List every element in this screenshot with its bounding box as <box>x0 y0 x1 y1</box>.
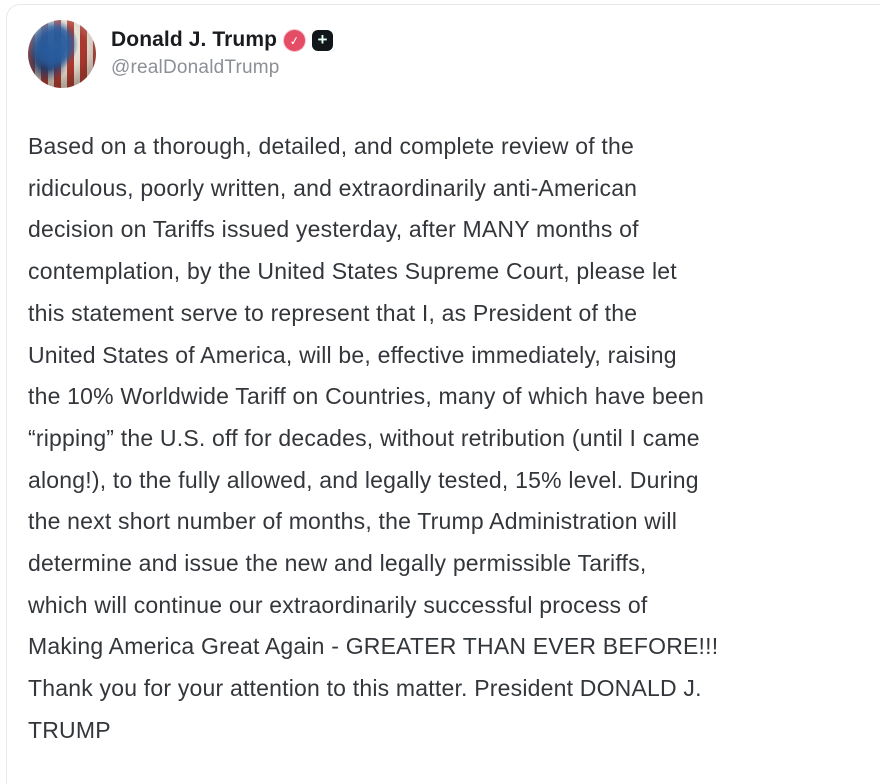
check-icon: ✓ <box>288 32 301 48</box>
post-body <box>28 126 873 752</box>
post-text-line: “ripping” the U.S. off for decades, without retribution (until I came <box>28 424 700 451</box>
post-text-line: Making America Great Again - GREATER THAN EVER BEFORE!!! <box>28 633 719 660</box>
post-text-line: determine and issue the new and legally permissible Tariffs, <box>28 550 647 577</box>
post-text-line: TRUMP <box>28 716 111 743</box>
plus-badge-icon <box>312 30 333 51</box>
post-text-line: Based on a thorough, detailed, and complete review of the <box>28 133 634 159</box>
plus-icon: + <box>317 30 328 49</box>
post-text-line: ridiculous, poorly written, and extraordinarily anti-American <box>28 174 638 201</box>
author-handle[interactable]: @realDonaldTrump <box>111 57 280 78</box>
post-text-line: the next short number of months, the Trump Administration will <box>28 508 678 535</box>
avatar[interactable] <box>28 20 96 88</box>
post-text-line: decision on Tariffs issued yesterday, after MANY months of <box>28 216 639 243</box>
post-text-line: Thank you for your attention to this matter. President DONALD J. <box>28 675 702 702</box>
post-text-line: which will continue our extraordinarily successful process of <box>28 591 648 618</box>
post-text-line: along!), to the fully allowed, and legally tested, 15% level. During <box>28 466 699 493</box>
verified-badge-icon <box>283 28 307 52</box>
post-text-line: this statement serve to represent that I, as President of the <box>28 299 638 326</box>
post-text-line: contemplation, by the United States Supreme Court, please let <box>28 258 677 285</box>
author-name-row <box>111 28 333 52</box>
post-header <box>28 20 333 88</box>
post-card <box>6 4 880 784</box>
author-display-name[interactable]: Donald J. Trump <box>111 28 278 51</box>
post-text-line: the 10% Worldwide Tariff on Countries, many of which have been <box>28 383 704 410</box>
author-block <box>111 20 333 79</box>
post-text-line: United States of America, will be, effective immediately, raising <box>28 341 677 368</box>
